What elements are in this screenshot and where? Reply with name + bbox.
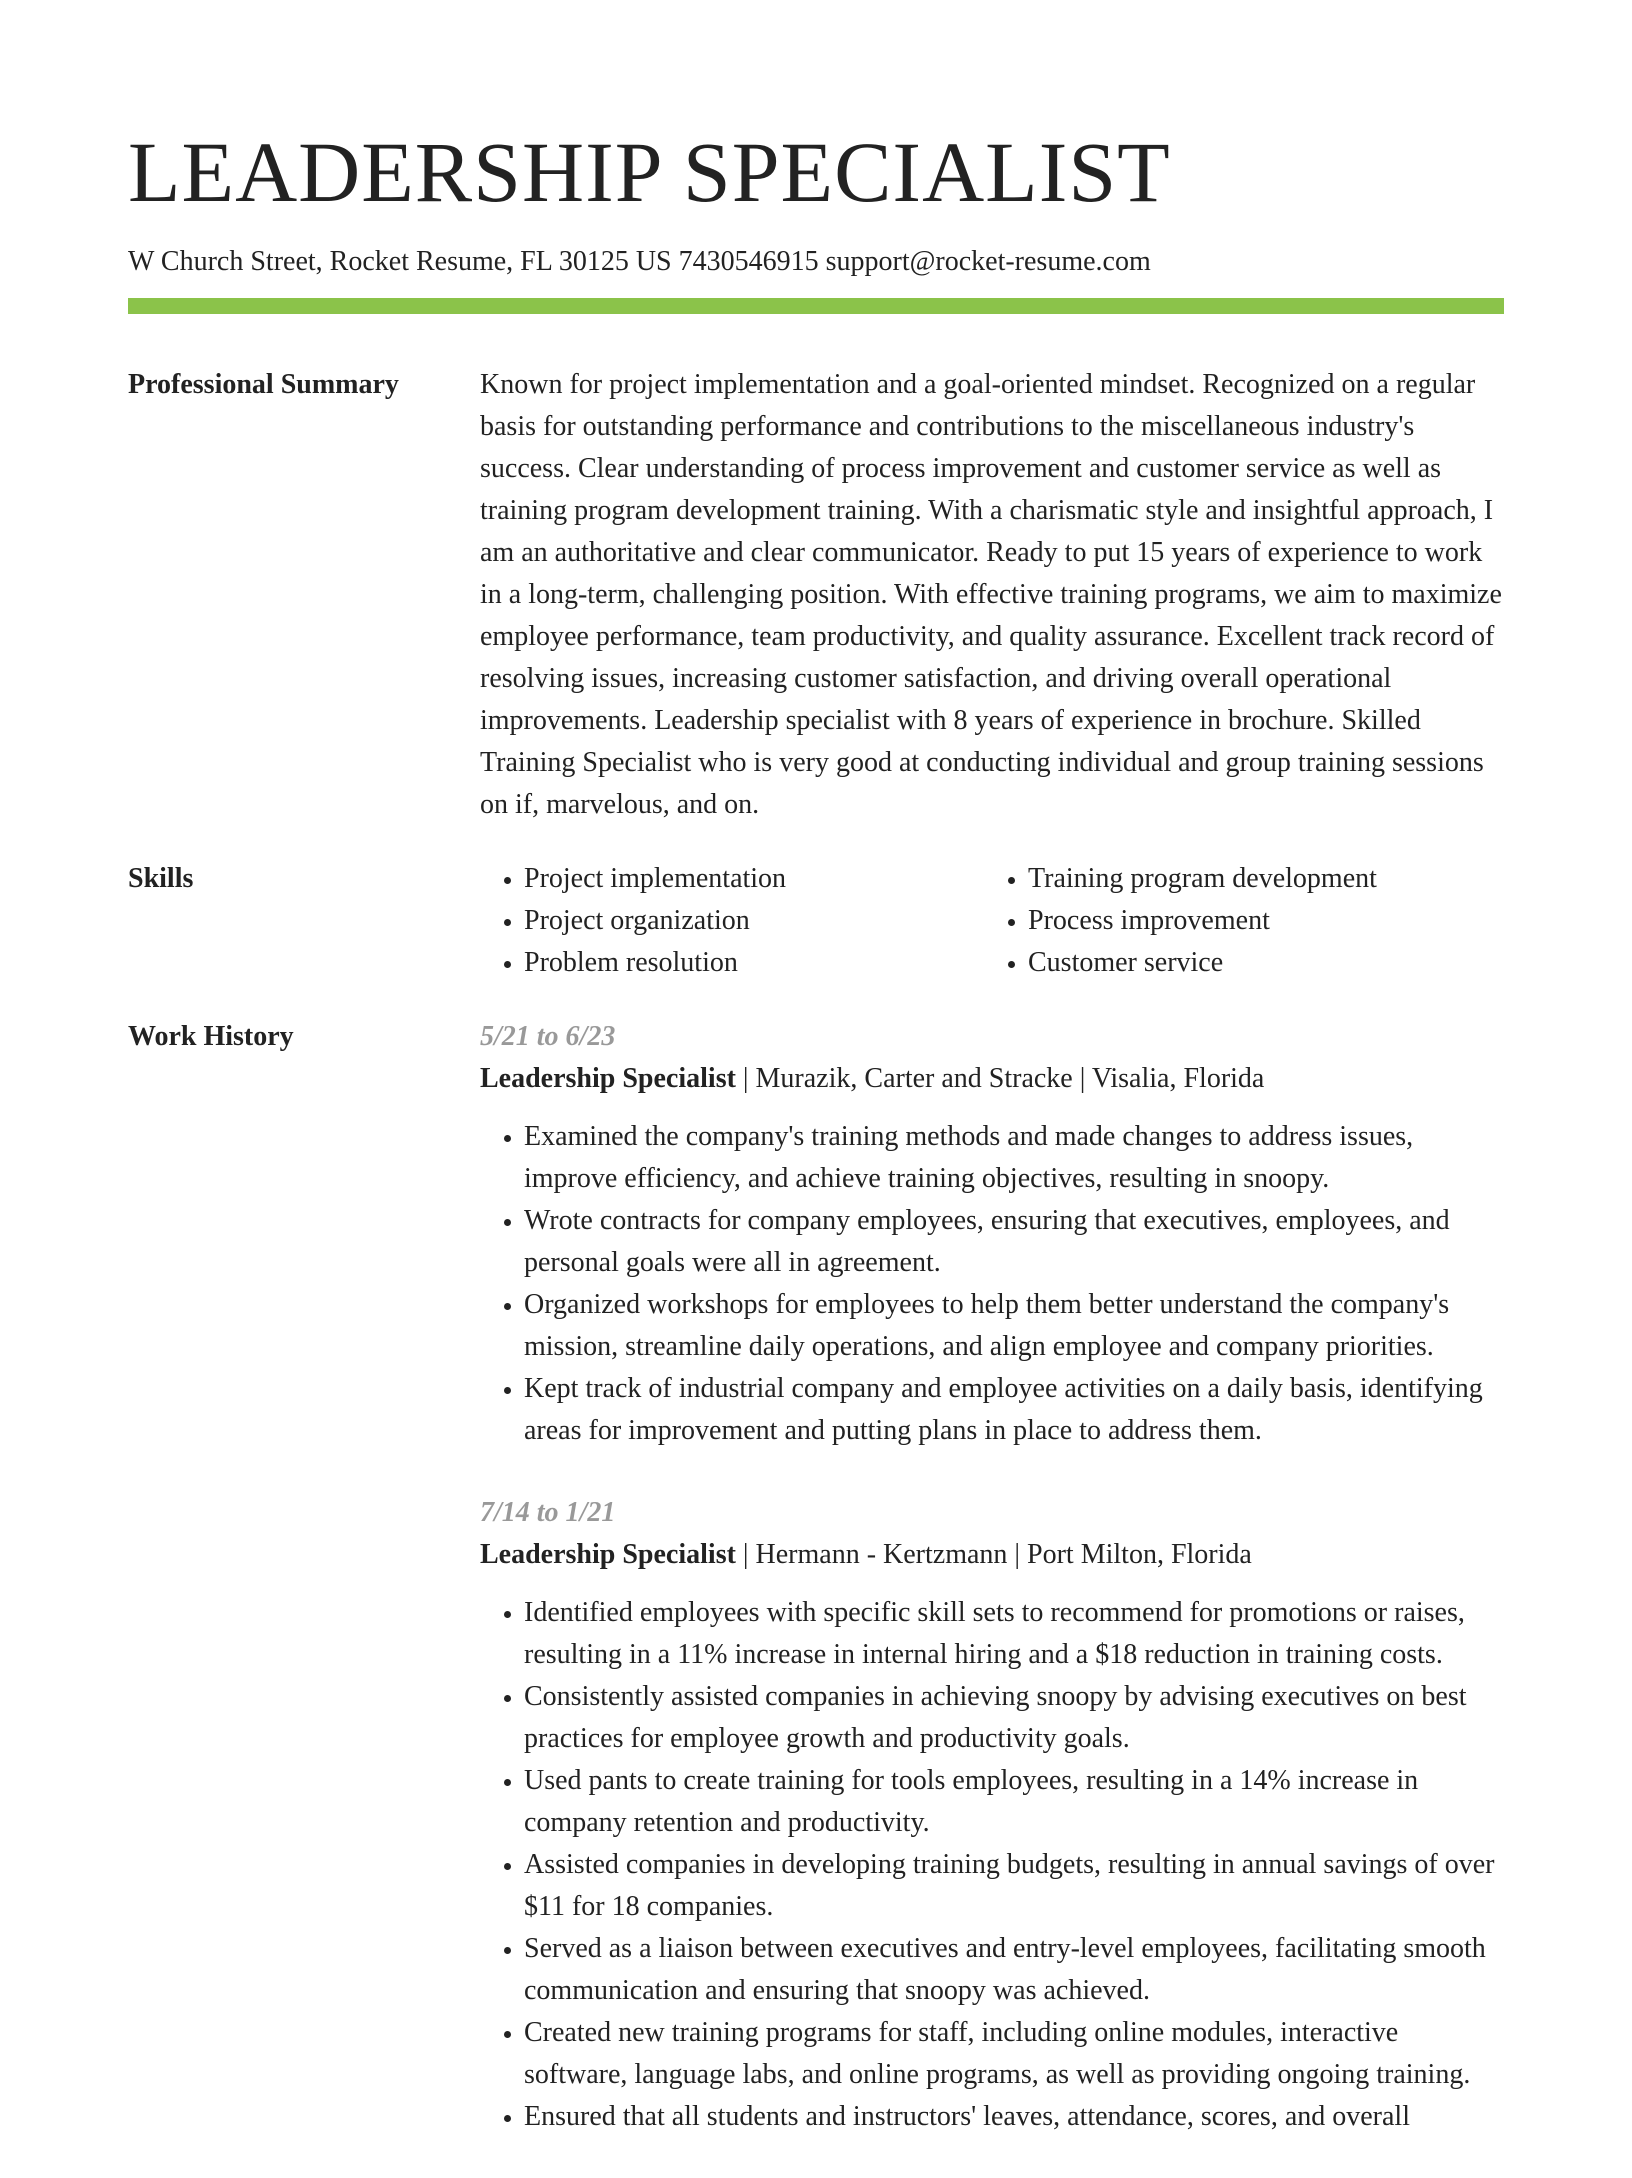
job-location: Visalia, Florida	[1091, 1063, 1265, 1094]
job-location: Port Milton, Florida	[1027, 1539, 1252, 1570]
skill-item: • Customer service	[1028, 942, 1488, 984]
job-bullet-list	[480, 1592, 1504, 2138]
job-separator: |	[735, 1063, 756, 1094]
work-history-section	[128, 1016, 1504, 2178]
job-dates: 7/14 to 1/21	[480, 1497, 616, 1528]
job-bullet: • Examined the company's training methods and made changes to address issues, improve efficiency, and achieve training objectives, resulting in snoopy.	[524, 1116, 1504, 1200]
skills-section	[128, 858, 1504, 984]
job-title: Leadership Specialist	[480, 1539, 736, 1570]
contact-line	[128, 244, 1504, 280]
job-bullet: • Organized workshops for employees to help them better understand the company's mission, streamline daily operations, and align employee and company priorities.	[524, 1284, 1504, 1368]
contact-phone: 7430546915	[678, 246, 819, 277]
job-separator: |	[1007, 1539, 1028, 1570]
job-bullet: • Kept track of industrial company and employee activities on a daily basis, identifying areas for improvement and putting plans in place to address them.	[524, 1368, 1504, 1452]
job-bullet: • Consistently assisted companies in achieving snoopy by advising executives on best practices for employee growth and productivity goals.	[524, 1676, 1504, 1760]
contact-email: support@rocket-resume.com	[825, 246, 1151, 277]
job-bullet: • Ensured that all students and instructors' leaves, attendance, scores, and overall	[524, 2096, 1504, 2138]
job-bullet-list	[480, 1116, 1504, 1452]
skills-heading: Skills	[128, 863, 194, 894]
skill-item: • Process improvement	[1028, 900, 1488, 942]
skill-item: • Project implementation	[524, 858, 984, 900]
job-bullet: • Used pants to create training for tools employees, resulting in a 14% increase in company retention and productivity.	[524, 1760, 1504, 1844]
skills-columns	[480, 858, 1504, 984]
job-title: Leadership Specialist	[480, 1063, 736, 1094]
job-bullet: • Assisted companies in developing training budgets, resulting in annual savings of over $11 for 18 companies.	[524, 1844, 1504, 1928]
skill-item: • Problem resolution	[524, 942, 984, 984]
header-divider	[128, 298, 1504, 314]
job-bullet: • Created new training programs for staff, including online modules, interactive software, language labs, and online programs, as well as providing ongoing training.	[524, 2012, 1504, 2096]
resume-name-heading: LEADERSHIP SPECIALIST	[128, 124, 1171, 220]
job-company: Hermann - Kertzmann	[755, 1539, 1008, 1570]
skills-column-right	[984, 858, 1488, 984]
job-separator: |	[735, 1539, 756, 1570]
skills-column-left	[480, 858, 984, 984]
work-history-heading: Work History	[128, 1021, 294, 1052]
job-entry	[480, 1492, 1504, 2138]
job-separator: |	[1072, 1063, 1092, 1094]
job-dates: 5/21 to 6/23	[480, 1021, 616, 1052]
job-title-line	[480, 1534, 1504, 1576]
professional-summary-text: Known for project implementation and a goal-oriented mindset. Recognized on a regular basis for outstanding performance and contributions to the miscellaneous industry's success. Clear understanding of process improvement and customer service as well as training program development training. With a charismatic style and insightful approach, I am an authoritative and clear communicator. Ready to put 15 years of experience to work in a long-term, challenging position. With effective training programs, we aim to maximize employee performance, team productivity, and quality assurance. Excellent track record of resolving issues, increasing customer satisfaction, and driving overall operational improvements. Leadership specialist with 8 years of experience in brochure. Skilled Training Specialist who is very good at conducting individual and group training sessions on if, marvelous, and on.	[480, 369, 1502, 820]
skill-item: • Training program development	[1028, 858, 1488, 900]
resume-page	[128, 0, 1504, 2178]
job-title-line	[480, 1058, 1504, 1100]
job-company: Murazik, Carter and Stracke	[755, 1063, 1073, 1094]
job-bullet: • Wrote contracts for company employees, ensuring that executives, employees, and personal goals were all in agreement.	[524, 1200, 1504, 1284]
work-history-entries	[480, 1016, 1504, 2178]
contact-address: W Church Street, Rocket Resume, FL 30125 US	[128, 246, 672, 277]
professional-summary-heading: Professional Summary	[128, 369, 399, 400]
job-bullet: • Identified employees with specific skill sets to recommend for promotions or raises, resulting in a 11% increase in internal hiring and a $18 reduction in training costs.	[524, 1592, 1504, 1676]
professional-summary-section	[128, 364, 1504, 826]
job-entry	[480, 1016, 1504, 1452]
skill-item: • Project organization	[524, 900, 984, 942]
job-bullet: • Served as a liaison between executives and entry-level employees, facilitating smooth communication and ensuring that snoopy was achieved.	[524, 1928, 1504, 2012]
